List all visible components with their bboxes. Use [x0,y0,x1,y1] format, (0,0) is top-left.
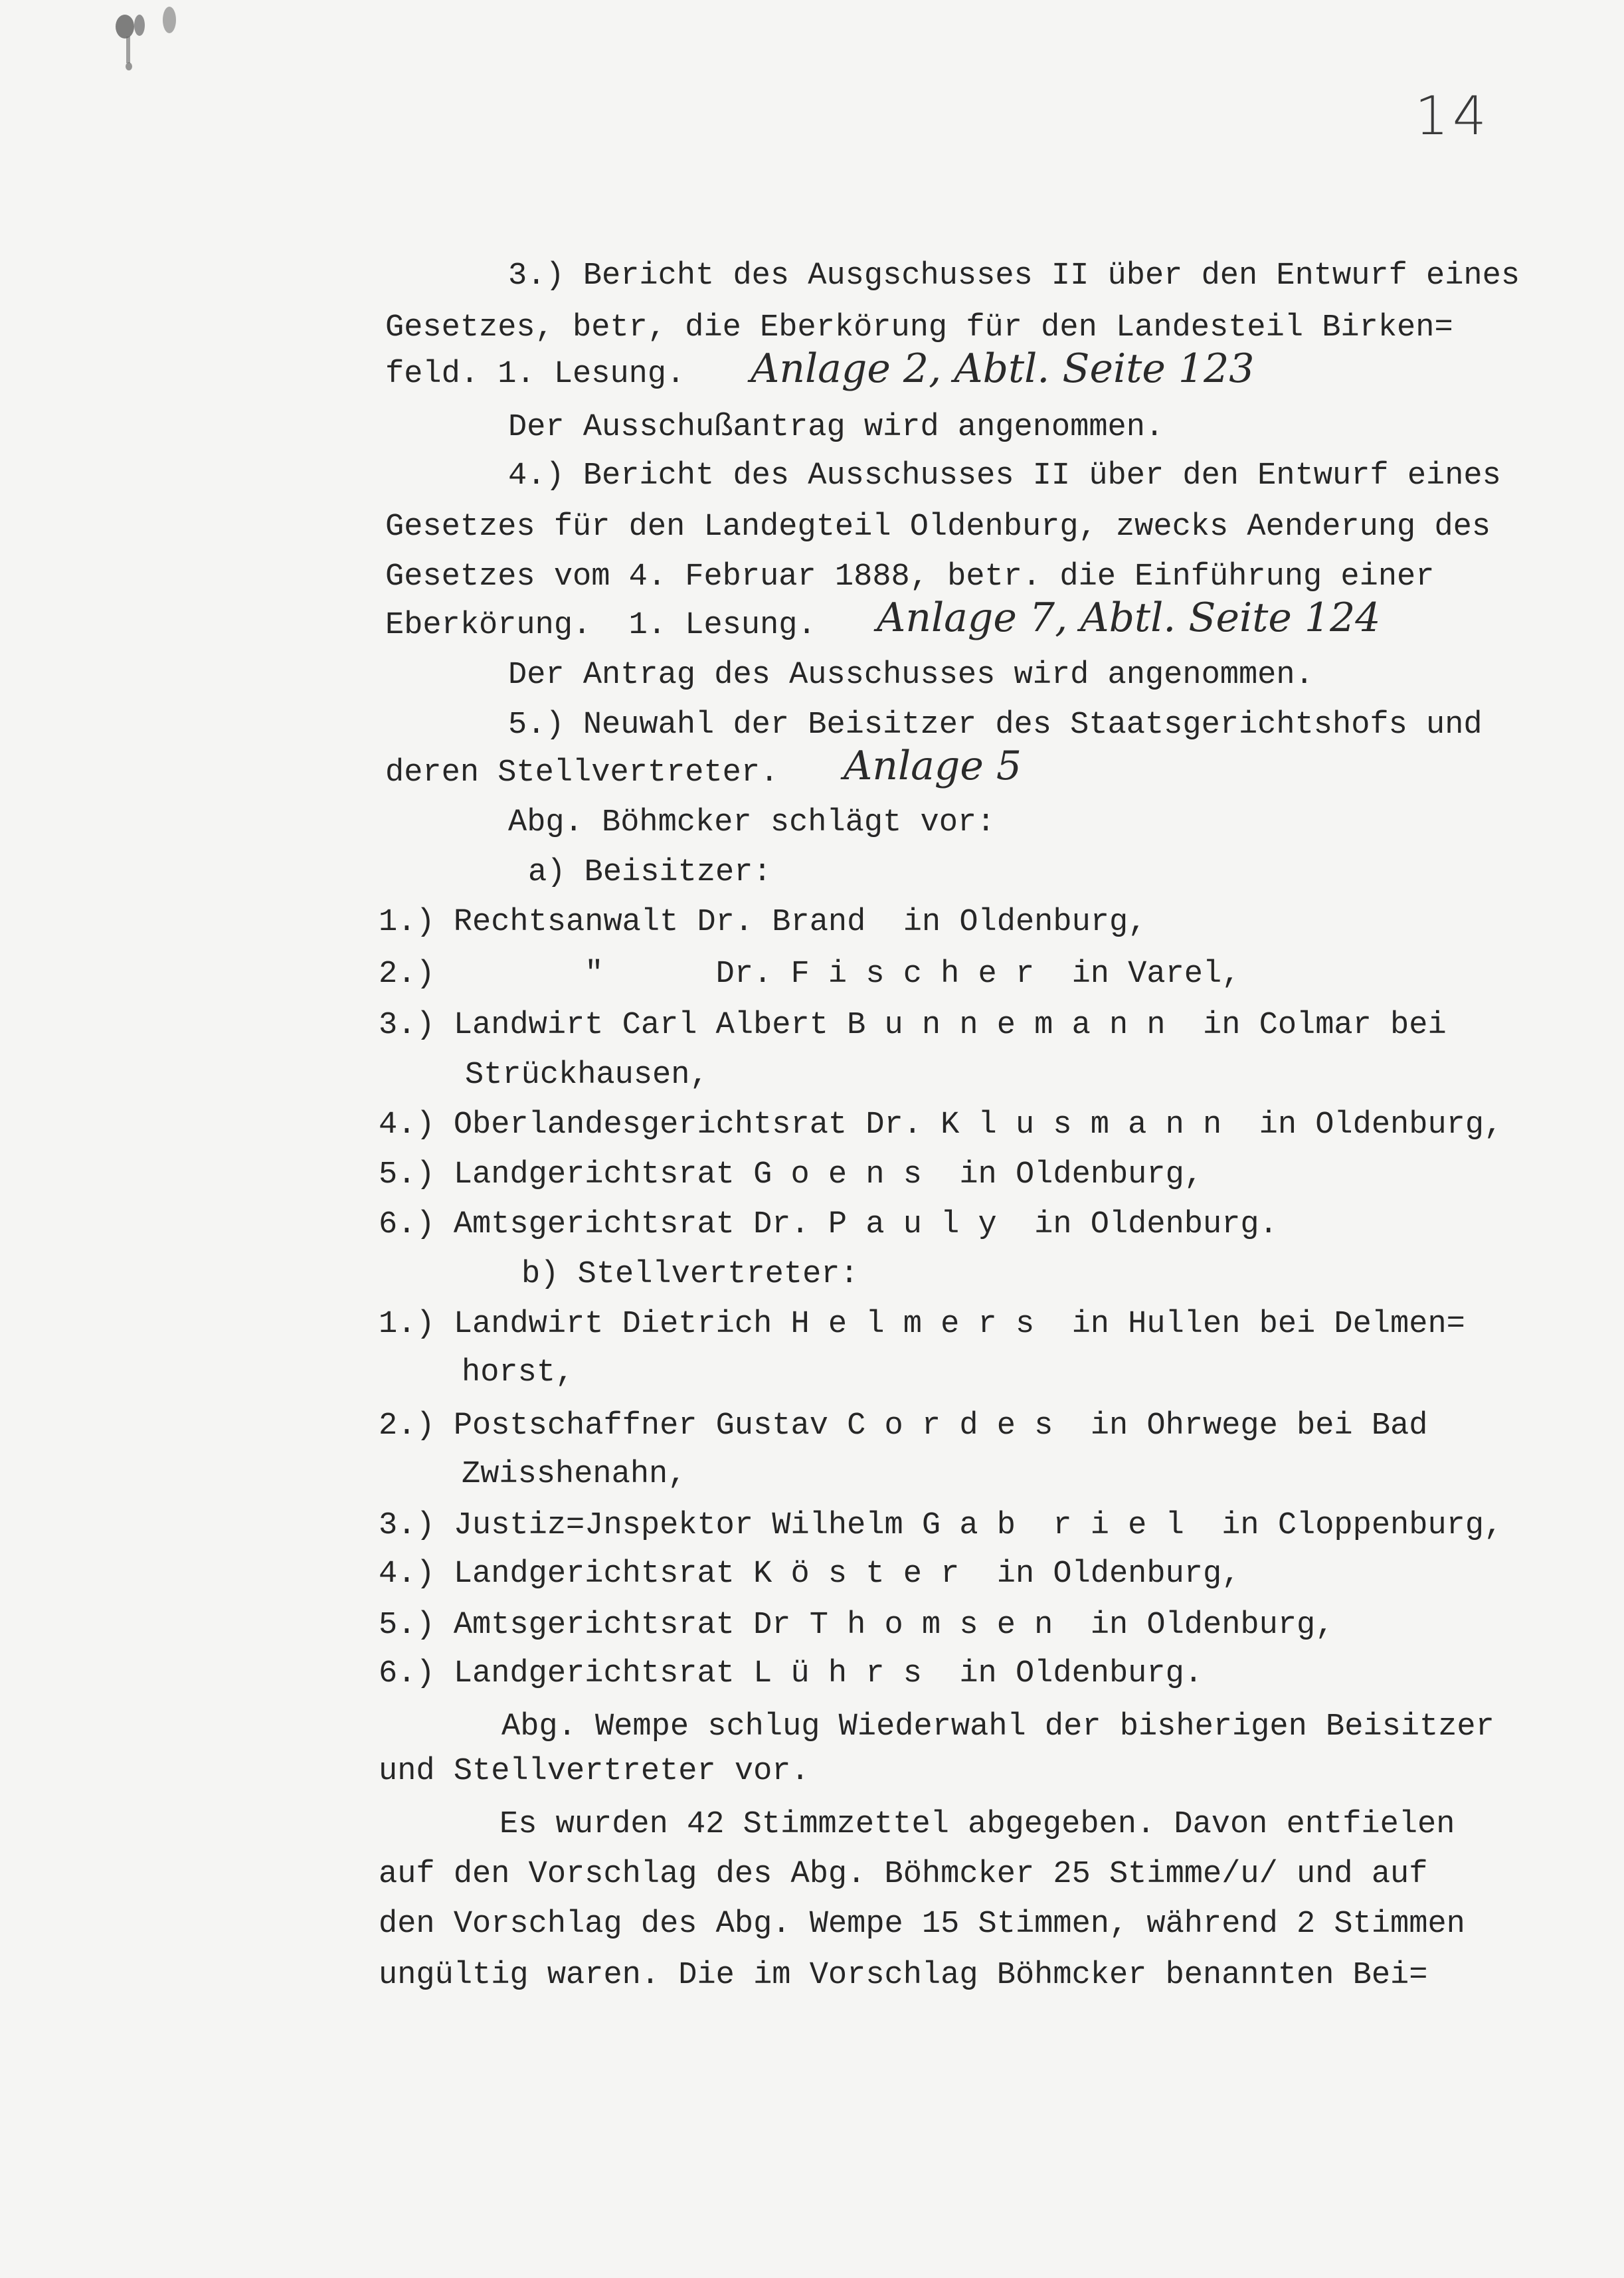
text-line: 4.) Oberlandesgerichtsrat Dr. K l u s m a n n in Oldenburg, [379,1107,1503,1143]
text-line: 3.) Justiz=Jnspektor Wilhelm G a b r i e l in Cloppenburg, [379,1508,1503,1543]
text-line: horst, [462,1355,575,1390]
text-line: Gesetzes für den Landegteil Oldenburg, zwecks Aenderung des [385,510,1491,545]
text-line: 1.) Landwirt Dietrich H e l m e r s in Hullen bei Delmen= [379,1307,1465,1342]
text-line: Gesetzes vom 4. Februar 1888, betr. die Einführung einer [385,559,1435,595]
text-line: 2.) Postschaffner Gustav C o r d e s in Ohrwege bei Bad [379,1408,1428,1444]
handwritten-note: Anlage 7, Abtl. Seite 124 [877,595,1381,641]
text-line: 3.) Bericht des Ausgschusses II über den Entwurf eines [508,258,1520,294]
text-line: ungültig waren. Die im Vorschlag Böhmcker benannten Bei= [379,1958,1428,1993]
text-line: Abg. Böhmcker schlägt vor: [508,805,996,840]
text-line: Der Ausschußantrag wird angenommen. [508,410,1164,445]
ink-stamp-mark [100,0,193,80]
text-line: 5.) Amtsgerichtsrat Dr T h o m s e n in Oldenburg, [379,1608,1334,1643]
text-line: b) Stellvertreter: [521,1257,859,1292]
text-line: feld. 1. Lesung. [385,357,685,392]
text-line: a) Beisitzer: [528,855,772,890]
text-line: 5.) Landgerichtsrat G o e n s in Oldenburg, [379,1157,1204,1192]
text-line: 5.) Neuwahl der Beisitzer des Staatsgerichtshofs und [508,708,1483,743]
handwritten-note: Anlage 2, Abtl. Seite 123 [751,345,1255,392]
text-line: deren Stellvertreter. [385,755,779,791]
text-line: Der Antrag des Ausschusses wird angenommen. [508,658,1314,693]
text-line: Abg. Wempe schlug Wiederwahl der bisherigen Beisitzer [501,1709,1494,1745]
text-line: 3.) Landwirt Carl Albert B u n n e m a n n in Colmar bei [379,1008,1447,1043]
text-line: 6.) Landgerichtsrat L ü h r s in Oldenburg. [379,1656,1204,1691]
text-line: auf den Vorschlag des Abg. Böhmcker 25 Stimme/u/ und auf [379,1857,1428,1892]
text-line: 4.) Landgerichtsrat K ö s t e r in Oldenburg, [379,1557,1241,1592]
text-line: Gesetzes, betr, die Eberkörung für den Landesteil Birken= [385,310,1453,345]
text-line: Eberkörung. 1. Lesung. [385,608,816,643]
text-line: Strückhausen, [465,1058,709,1093]
text-line: und Stellvertreter vor. [379,1754,810,1789]
text-line: 4.) Bericht des Ausschusses II über den Entwurf eines [508,458,1501,494]
page-number: 14 [1415,85,1490,147]
handwritten-note: Anlage 5 [844,743,1022,789]
text-line: 1.) Rechtsanwalt Dr. Brand in Oldenburg, [379,905,1147,940]
text-line: Zwisshenahn, [462,1457,687,1492]
text-line: 6.) Amtsgerichtsrat Dr. P a u l y in Oldenburg. [379,1207,1278,1242]
text-line: 2.) " Dr. F i s c h e r in Varel, [379,957,1241,992]
text-line: den Vorschlag des Abg. Wempe 15 Stimmen, während 2 Stimmen [379,1907,1465,1942]
text-line: Es wurden 42 Stimmzettel abgegeben. Davon entfielen [499,1807,1455,1842]
